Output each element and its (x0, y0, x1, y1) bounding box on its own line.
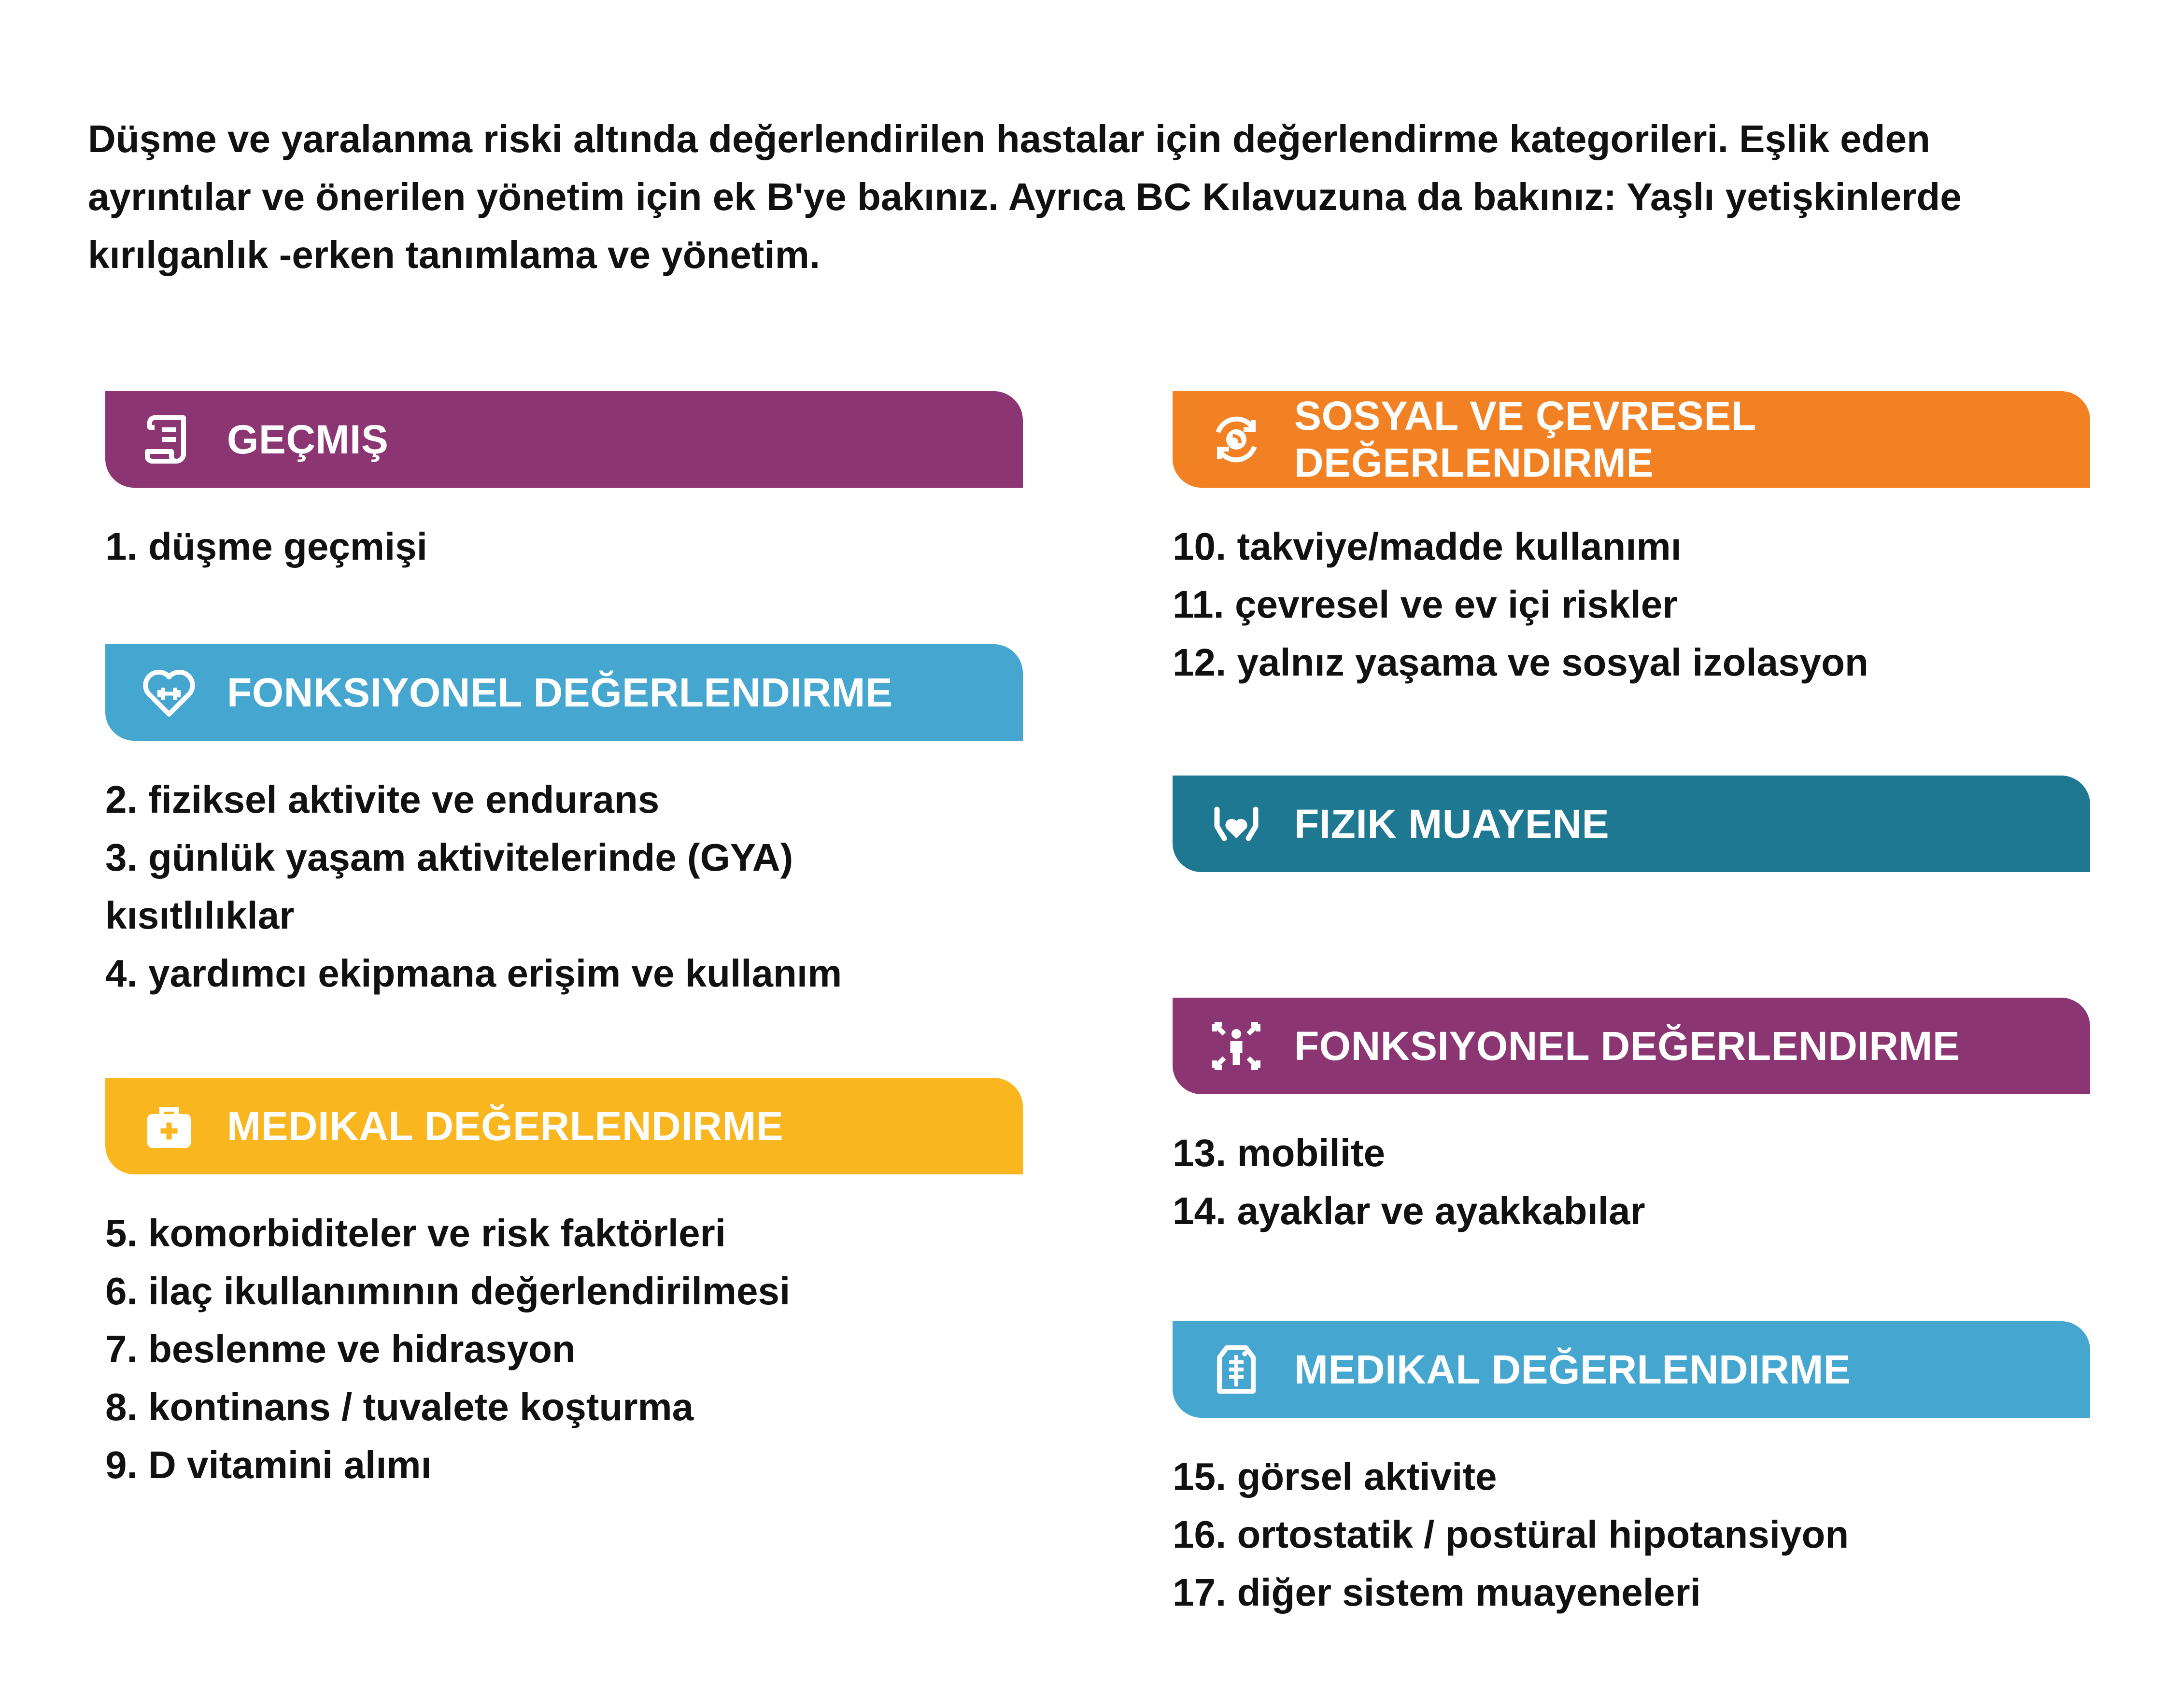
section-title: MEDIKAL DEĞERLENDIRME (227, 1103, 784, 1149)
list-item: 9. D vitamini alımı (105, 1443, 432, 1486)
environment-cycle-icon (1207, 410, 1265, 468)
list-item: 16. ortostatik / postüral hipotansiyon (1173, 1513, 1849, 1556)
item-list (1173, 1124, 2090, 1240)
intro-text: Düşme ve yaralanma riski altında değerlendirilen hastalar için değerlendirme kategorileri. Eşlik eden ayrıntılar ve önerilen yönetim için ek B'ye bakınız. Ayrıca BC Kılavuzuna da bakınız: Yaşlı yetişkinlerde kırılganlık -erken tanımlama ve yönetim. (88, 117, 1962, 276)
history-scroll-icon (140, 410, 198, 468)
first-aid-kit-icon (140, 1097, 198, 1155)
section-history (105, 391, 1023, 576)
section-header (1173, 998, 2090, 1094)
list-item: 3. günlük yaşam aktivitelerinde (GYA) (105, 836, 793, 879)
person-arrows-icon (1207, 1017, 1265, 1075)
item-list (105, 1204, 1023, 1494)
section-header (105, 644, 1023, 741)
list-item: 6. ilaç ikullanımının değerlendirilmesi (105, 1270, 791, 1313)
section-header (1173, 1321, 2090, 1418)
section-title: FIZIK MUAYENE (1294, 801, 1610, 847)
list-item: 10. takviye/madde kullanımı (1173, 525, 1682, 568)
section-title: MEDIKAL DEĞERLENDIRME (1294, 1346, 1851, 1392)
list-item: 1. düşme geçmişi (105, 525, 427, 568)
list-item: 11. çevresel ve ev içi riskler (1173, 583, 1678, 626)
section-header (105, 391, 1023, 488)
section-title: FONKSIYONEL DEĞERLENDIRME (227, 669, 893, 715)
item-list (1173, 518, 2090, 692)
item-list (1173, 1448, 2090, 1622)
section-physical-exam (1173, 776, 2090, 872)
list-item: 14. ayaklar ve ayakkabılar (1173, 1189, 1645, 1232)
section-social-environmental (1173, 391, 2090, 692)
list-item: 12. yalnız yaşama ve sosyal izolasyon (1173, 641, 1868, 684)
list-item: 2. fiziksel aktivite ve endurans (105, 778, 660, 821)
item-list (105, 518, 1023, 576)
section-header (1173, 776, 2090, 872)
section-functional-right (1173, 998, 2090, 1240)
section-functional-left (105, 644, 1023, 1002)
section-title: FONKSIYONEL DEĞERLENDIRME (1294, 1023, 1960, 1069)
list-item: 5. komorbiditeler ve risk faktörleri (105, 1212, 726, 1255)
section-medical-right (1173, 1321, 2090, 1622)
section-medical-left (105, 1078, 1023, 1494)
list-item: kısıtlılıklar (105, 894, 295, 937)
section-title: GEÇMIŞ (227, 416, 389, 462)
list-item: 4. yardımcı ekipmana erişim ve kullanım (105, 952, 842, 995)
body-scan-icon (1207, 1341, 1265, 1398)
hands-heart-icon (1207, 795, 1265, 853)
list-item: 8. kontinans / tuvalete koşturma (105, 1385, 694, 1428)
section-header (1173, 391, 2090, 488)
heart-dumbbell-icon (140, 663, 198, 721)
list-item: 15. görsel aktivite (1173, 1455, 1497, 1498)
list-item: 7. beslenme ve hidrasyon (105, 1327, 576, 1370)
section-title: SOSYAL VE ÇEVRESEL DEĞERLENDIRME (1294, 393, 1756, 485)
section-header (105, 1078, 1023, 1174)
list-item: 17. diğer sistem muayeneleri (1173, 1571, 1701, 1614)
item-list (105, 771, 1023, 1002)
list-item: 13. mobilite (1173, 1131, 1386, 1174)
